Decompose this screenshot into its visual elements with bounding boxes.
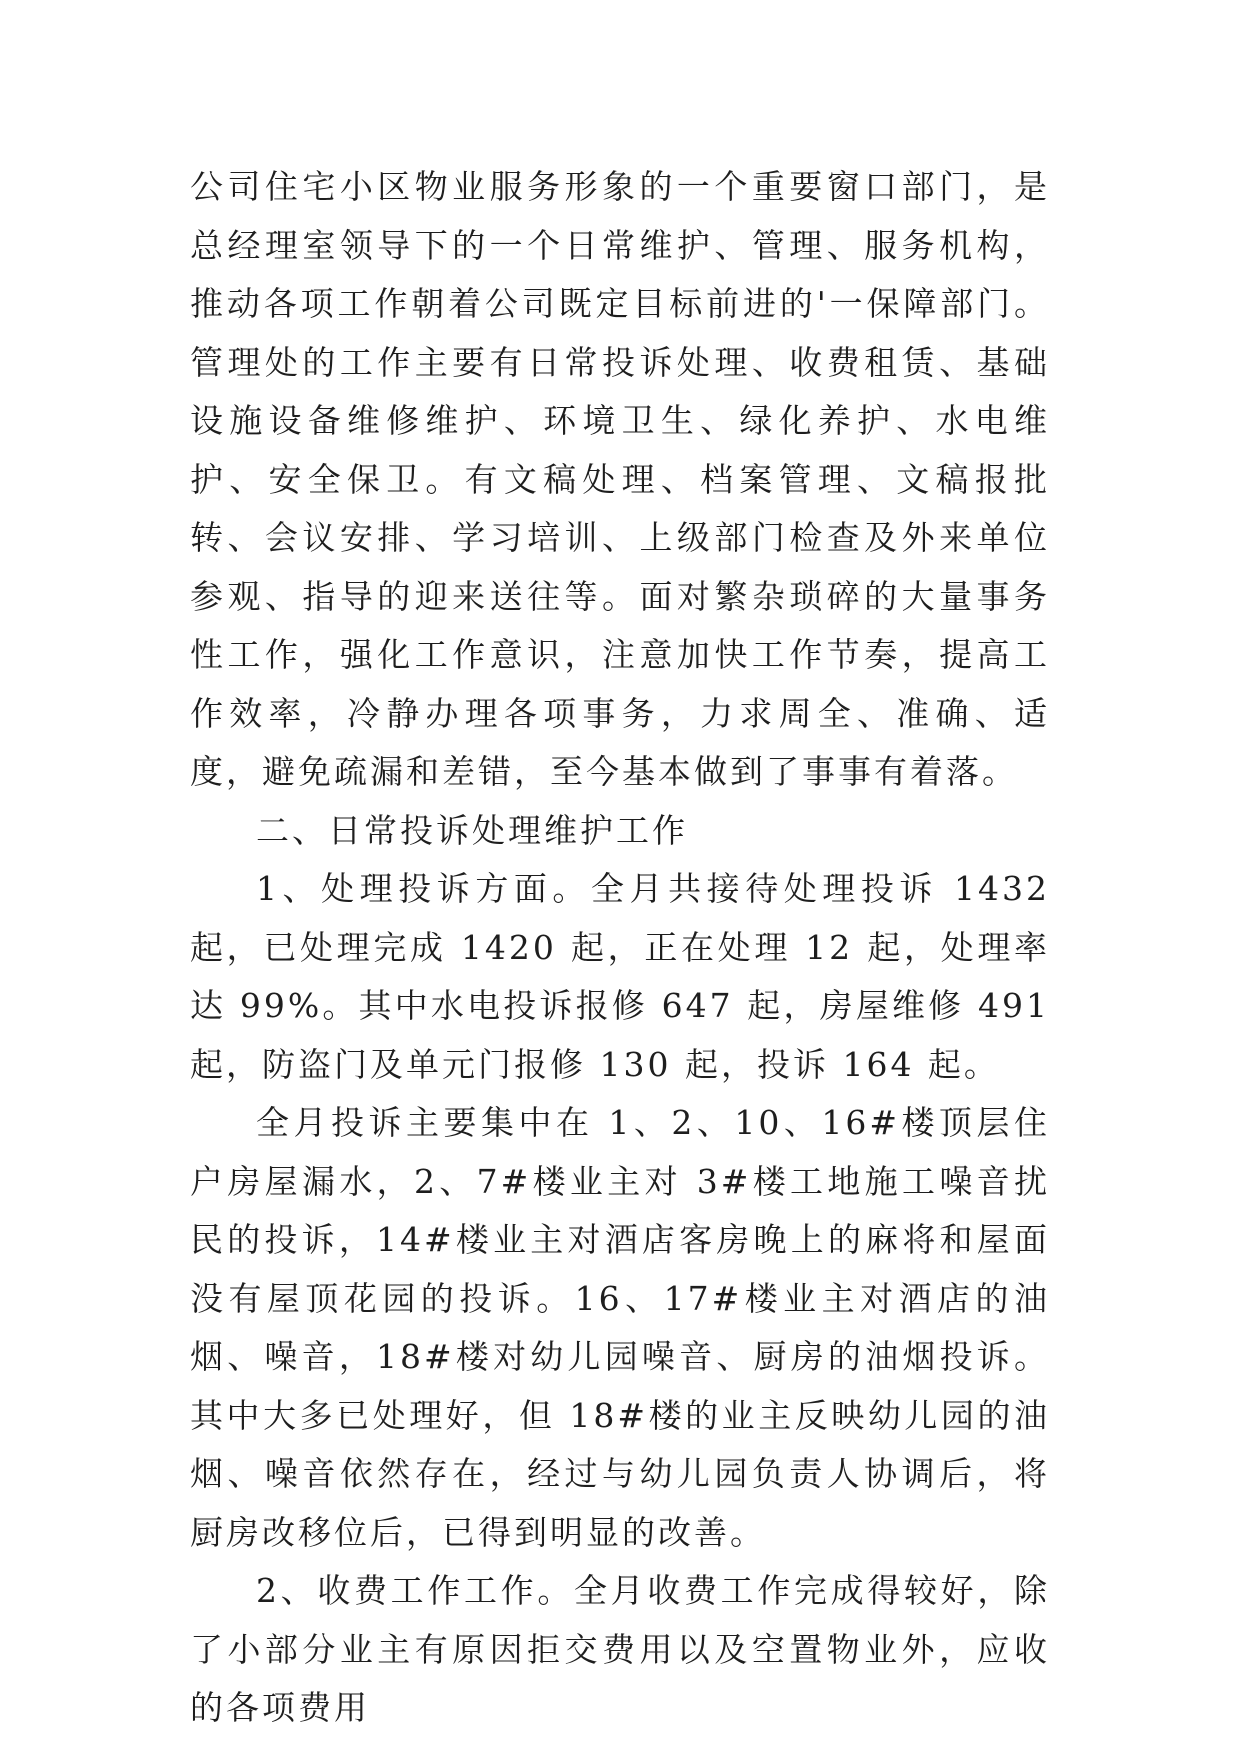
section-heading: 二、日常投诉处理维护工作	[256, 810, 688, 850]
paragraph-complaint-details: 全月投诉主要集中在 1、2、10、16#楼顶层住户房屋漏水，2、7#楼业主对 3#楼工地施工噪音扰民的投诉，14#楼业主对酒店客房晚上的麻将和屋面没有屋顶花园的投诉。16、17#楼业主对酒店的油烟、噪音，18#楼对幼儿园噪音、厨房的油烟投诉。其中大多已处理好，但 18#楼的业主反映幼儿园的油烟、噪音依然存在，经过与幼儿园负责人协调后，将厨房改移位后，已得到明显的改善。	[190, 1103, 1050, 1552]
paragraph-fees: 2、收费工作工作。全月收费工作完成得较好，除了小部分业主有原因拒交费用以及空置物业外，应收的各项费用	[190, 1571, 1050, 1727]
paragraph-complaints: 1、处理投诉方面。全月共接待处理投诉 1432 起，已处理完成 1420 起，正在处理 12 起，处理率达 99%。其中水电投诉报修 647 起，房屋维修 491 起，防盗门及单元门报修 130 起，投诉 164 起。	[190, 869, 1050, 1084]
paragraph-intro: 公司住宅小区物业服务形象的一个重要窗口部门，是总经理室领导下的一个日常维护、管理、服务机构，推动各项工作朝着公司既定目标前进的'一保障部门。管理处的工作主要有日常投诉处理、收费租赁、基础设施设备维修维护、环境卫生、绿化养护、水电维护、安全保卫。有文稿处理、档案管理、文稿报批转、会议安排、学习培训、上级部门检查及外来单位参观、指导的迎来送往等。面对繁杂琐碎的大量事务性工作，强化工作意识，注意加快工作节奏，提高工作效率，冷静办理各项事务，力求周全、准确、适度，避免疏漏和差错，至今基本做到了事事有着落。	[190, 167, 1050, 791]
document-body	[190, 158, 1050, 1738]
